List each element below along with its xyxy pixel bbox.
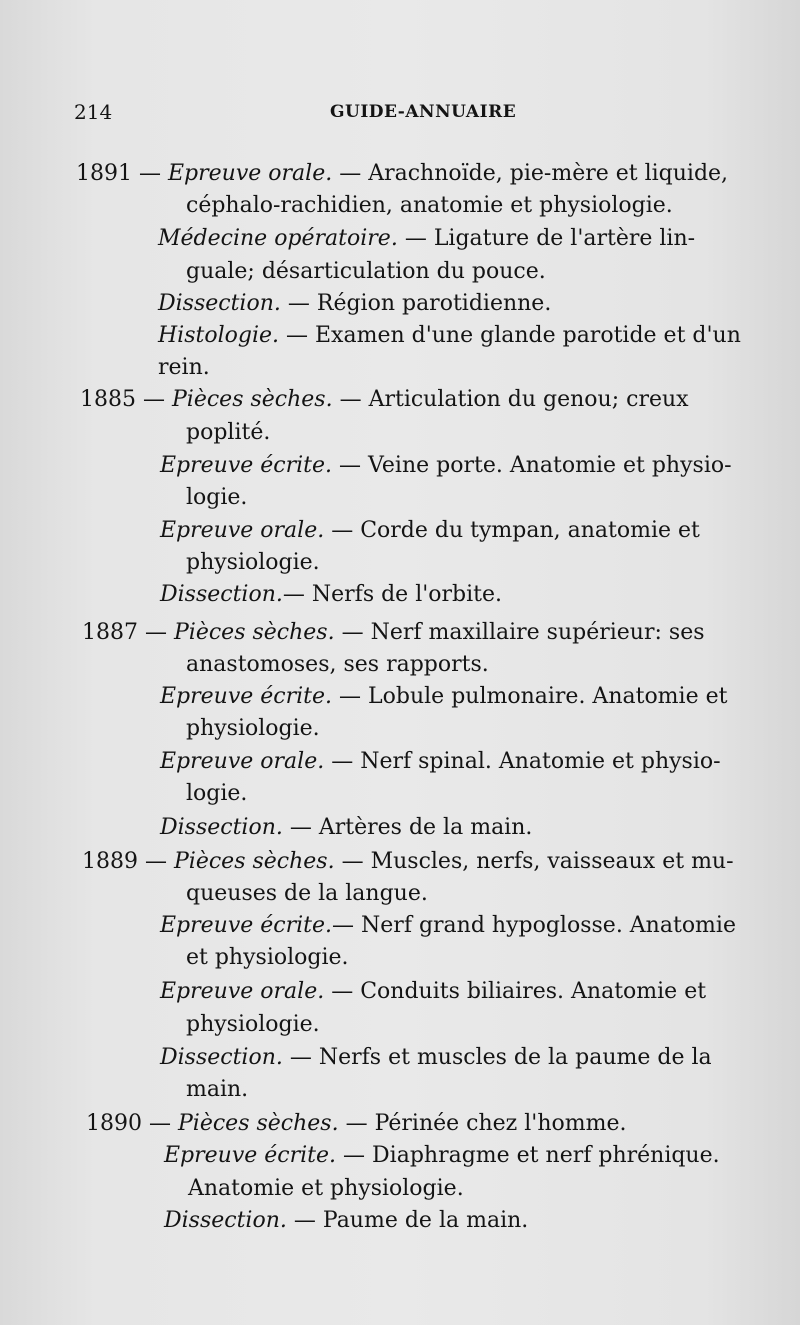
exam-label: Histologie. xyxy=(158,323,280,348)
text-line xyxy=(164,1140,720,1172)
exam-label: Dissection. xyxy=(160,582,283,607)
line-text: physiologie. xyxy=(186,716,320,741)
exam-label: Epreuve écrite. xyxy=(160,684,333,709)
year-label: 1891 xyxy=(76,161,132,186)
text-line xyxy=(186,942,349,974)
line-text: physiologie. xyxy=(186,550,320,575)
text-line xyxy=(186,878,428,910)
exam-label: Epreuve écrite. xyxy=(164,1143,337,1168)
year-label: 1890 xyxy=(86,1111,142,1136)
line-text: queuses de la langue. xyxy=(186,881,428,906)
text-line xyxy=(186,1074,248,1106)
text-line xyxy=(160,976,706,1008)
line-text: — Paume de la main. xyxy=(286,1208,529,1233)
line-text: et physiologie. xyxy=(186,945,349,970)
text-line xyxy=(158,320,741,352)
exam-label: Epreuve orale. xyxy=(160,979,325,1004)
page-header xyxy=(74,100,734,134)
line-text: poplité. xyxy=(186,420,271,445)
line-text: — Veine porte. Anatomie et physio- xyxy=(332,453,732,478)
line-text: — Lobule pulmonaire. Anatomie et xyxy=(332,684,728,709)
line-text: guale; désarticulation du pouce. xyxy=(186,259,546,284)
line-text: — Artères de la main. xyxy=(282,815,533,840)
text-line: 1891 — Epreuve orale. — Arachnoïde, pie-mère et liquide, xyxy=(76,161,729,186)
text-line xyxy=(188,1173,464,1205)
line-text: — Nerfs de l'orbite. xyxy=(282,582,503,607)
line-text: rein. xyxy=(158,355,210,380)
exam-label: Pièces sèches. xyxy=(174,849,335,874)
text-line xyxy=(160,910,736,942)
exam-label: Pièces sèches. xyxy=(174,620,335,645)
text-line xyxy=(186,547,320,579)
text-line xyxy=(160,746,721,778)
line-text: — Corde du tympan, anatomie et xyxy=(324,518,700,543)
text-line xyxy=(186,417,270,449)
text-line xyxy=(158,223,695,255)
line-text: anastomoses, ses rapports. xyxy=(186,652,489,677)
line-text: — Conduits biliaires. Anatomie et xyxy=(324,979,707,1004)
text-line: 1887 — Pièces sèches. — Nerf maxillaire supérieur: ses xyxy=(82,620,705,645)
exam-label: Pièces sèches. xyxy=(172,387,333,412)
exam-label: Epreuve écrite. xyxy=(160,453,333,478)
text-line: 1889 — Pièces sèches. — Muscles, nerfs, vaisseaux et mu- xyxy=(82,849,734,874)
line-text: physiologie. xyxy=(186,1012,320,1037)
line-text: Anatomie et physiologie. xyxy=(188,1176,464,1201)
text-line xyxy=(160,515,700,547)
text-line xyxy=(160,812,532,844)
line-text: logie. xyxy=(186,485,248,510)
exam-label: Dissection. xyxy=(158,291,281,316)
line-text: — Nerf grand hypoglosse. Anatomie xyxy=(332,913,736,938)
text-line xyxy=(186,256,546,288)
exam-label: Epreuve orale. xyxy=(160,749,325,774)
running-title: GUIDE-ANNUAIRE xyxy=(330,102,517,122)
year-label: 1887 xyxy=(82,620,138,645)
line-text: — Nerf maxillaire supérieur: ses xyxy=(334,620,705,645)
line-text: — Nerfs et muscles de la paume de la xyxy=(282,1045,712,1070)
year-label: 1889 xyxy=(82,849,138,874)
text-line xyxy=(186,190,673,222)
exam-label: Pièces sèches. xyxy=(178,1111,339,1136)
exam-label: Epreuve orale. xyxy=(168,161,333,186)
text-line xyxy=(160,681,727,713)
text-line xyxy=(164,1205,528,1237)
line-text: — Ligature de l'artère lin- xyxy=(397,226,696,251)
exam-label: Dissection. xyxy=(164,1208,287,1233)
line-text: — Région parotidienne. xyxy=(280,291,552,316)
text-line xyxy=(186,1009,320,1041)
text-line xyxy=(186,649,489,681)
year-label: 1885 xyxy=(80,387,136,412)
line-text: — Nerf spinal. Anatomie et physio- xyxy=(324,749,721,774)
text-line xyxy=(160,450,732,482)
exam-label: Dissection. xyxy=(160,1045,283,1070)
text-line xyxy=(186,713,320,745)
line-text: main. xyxy=(186,1077,249,1102)
line-text: céphalo-rachidien, anatomie et physiologie. xyxy=(186,193,673,218)
line-text: — Examen d'une glande parotide et d'un xyxy=(279,323,741,348)
exam-label: Dissection. xyxy=(160,815,283,840)
text-line: 1885 — Pièces sèches. — Articulation du genou; creux xyxy=(80,387,689,412)
exam-label: Epreuve orale. xyxy=(160,518,325,543)
line-text: — Diaphragme et nerf phrénique. xyxy=(336,1143,720,1168)
exam-label: Epreuve écrite. xyxy=(160,913,333,938)
page-number: 214 xyxy=(74,100,113,124)
line-text: — Arachnoïde, pie-mère et liquide, xyxy=(332,161,729,186)
text-line xyxy=(158,288,551,320)
text-line xyxy=(160,1042,712,1074)
text-line: 1890 — Pièces sèches. — Périnée chez l'homme. xyxy=(86,1111,627,1136)
line-text: — Muscles, nerfs, vaisseaux et mu- xyxy=(334,849,734,874)
exam-label: Médecine opératoire. xyxy=(158,226,398,251)
line-text: — Articulation du genou; creux xyxy=(332,387,689,412)
text-line xyxy=(186,778,247,810)
line-text: — Périnée chez l'homme. xyxy=(338,1111,627,1136)
text-line xyxy=(186,482,247,514)
text-line xyxy=(158,352,210,384)
text-line xyxy=(160,579,502,611)
line-text: logie. xyxy=(186,781,248,806)
